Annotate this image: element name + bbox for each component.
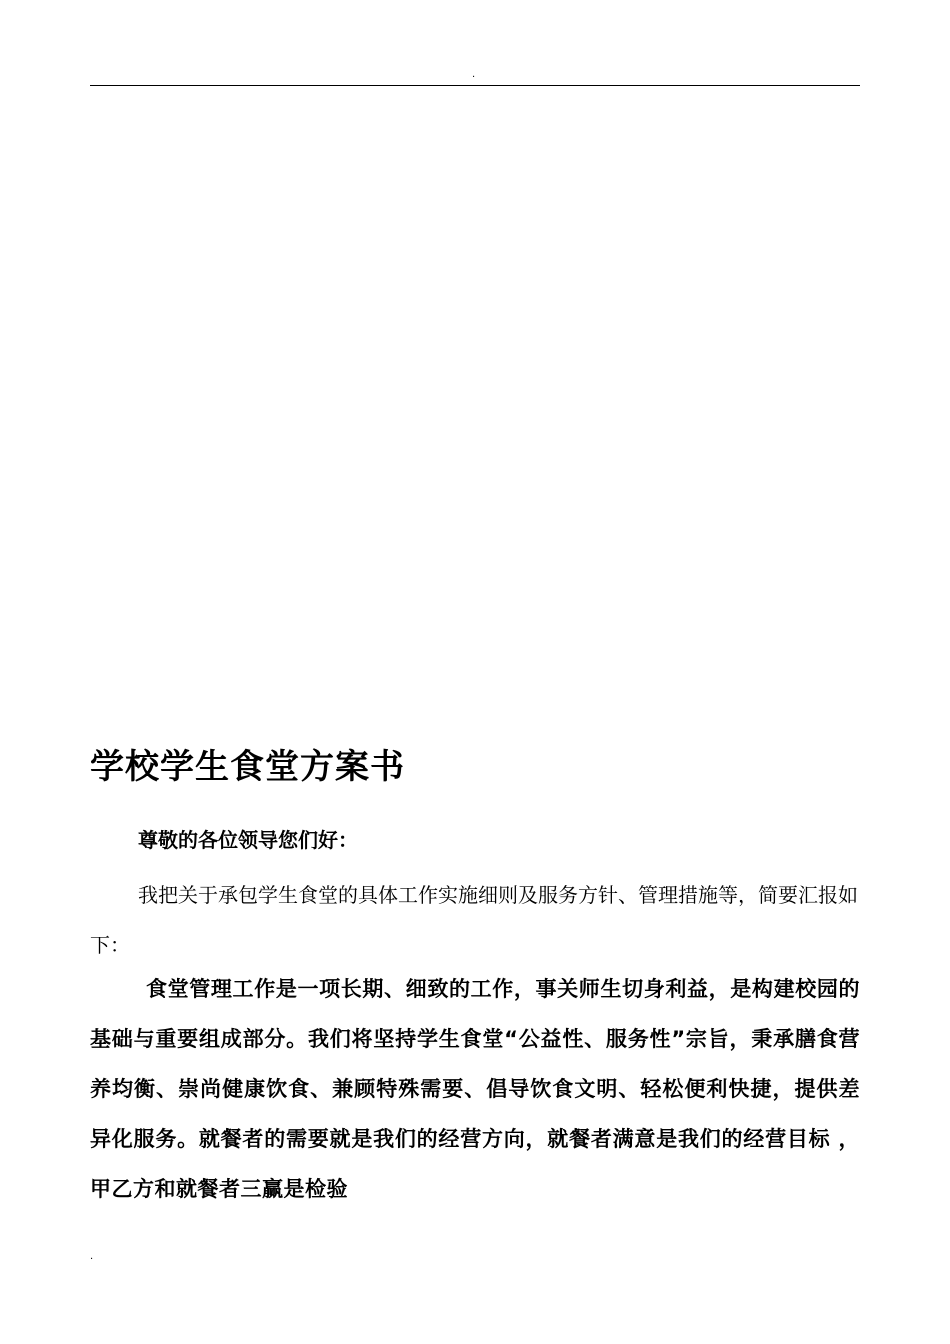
- greeting-paragraph: 尊敬的各位领导您们好：: [138, 828, 358, 852]
- intro-paragraph: 我把关于承包学生食堂的具体工作实施细则及服务方针、管理措施等，简要汇报如下：: [90, 883, 858, 957]
- body-paragraph: 食堂管理工作是一项长期、细致的工作，事关师生切身利益，是构建校园的基础与重要组成部分。我们将坚持学生食堂“公益性、服务性”宗旨，秉承膳食营养均衡、崇尚健康饮食、兼顾特殊需要、倡导饮食文明、轻松便利快捷，提供差异化服务。就餐者的需要就是我们的经营方向，就餐者满意是我们的经营目标 ，甲乙方和就餐者三赢是检验: [90, 977, 860, 1201]
- footer-mark: .: [90, 1251, 94, 1262]
- document-title: 学校学生食堂方案书: [90, 747, 405, 787]
- header-rule: [90, 85, 860, 86]
- header-mark: .: [472, 69, 476, 80]
